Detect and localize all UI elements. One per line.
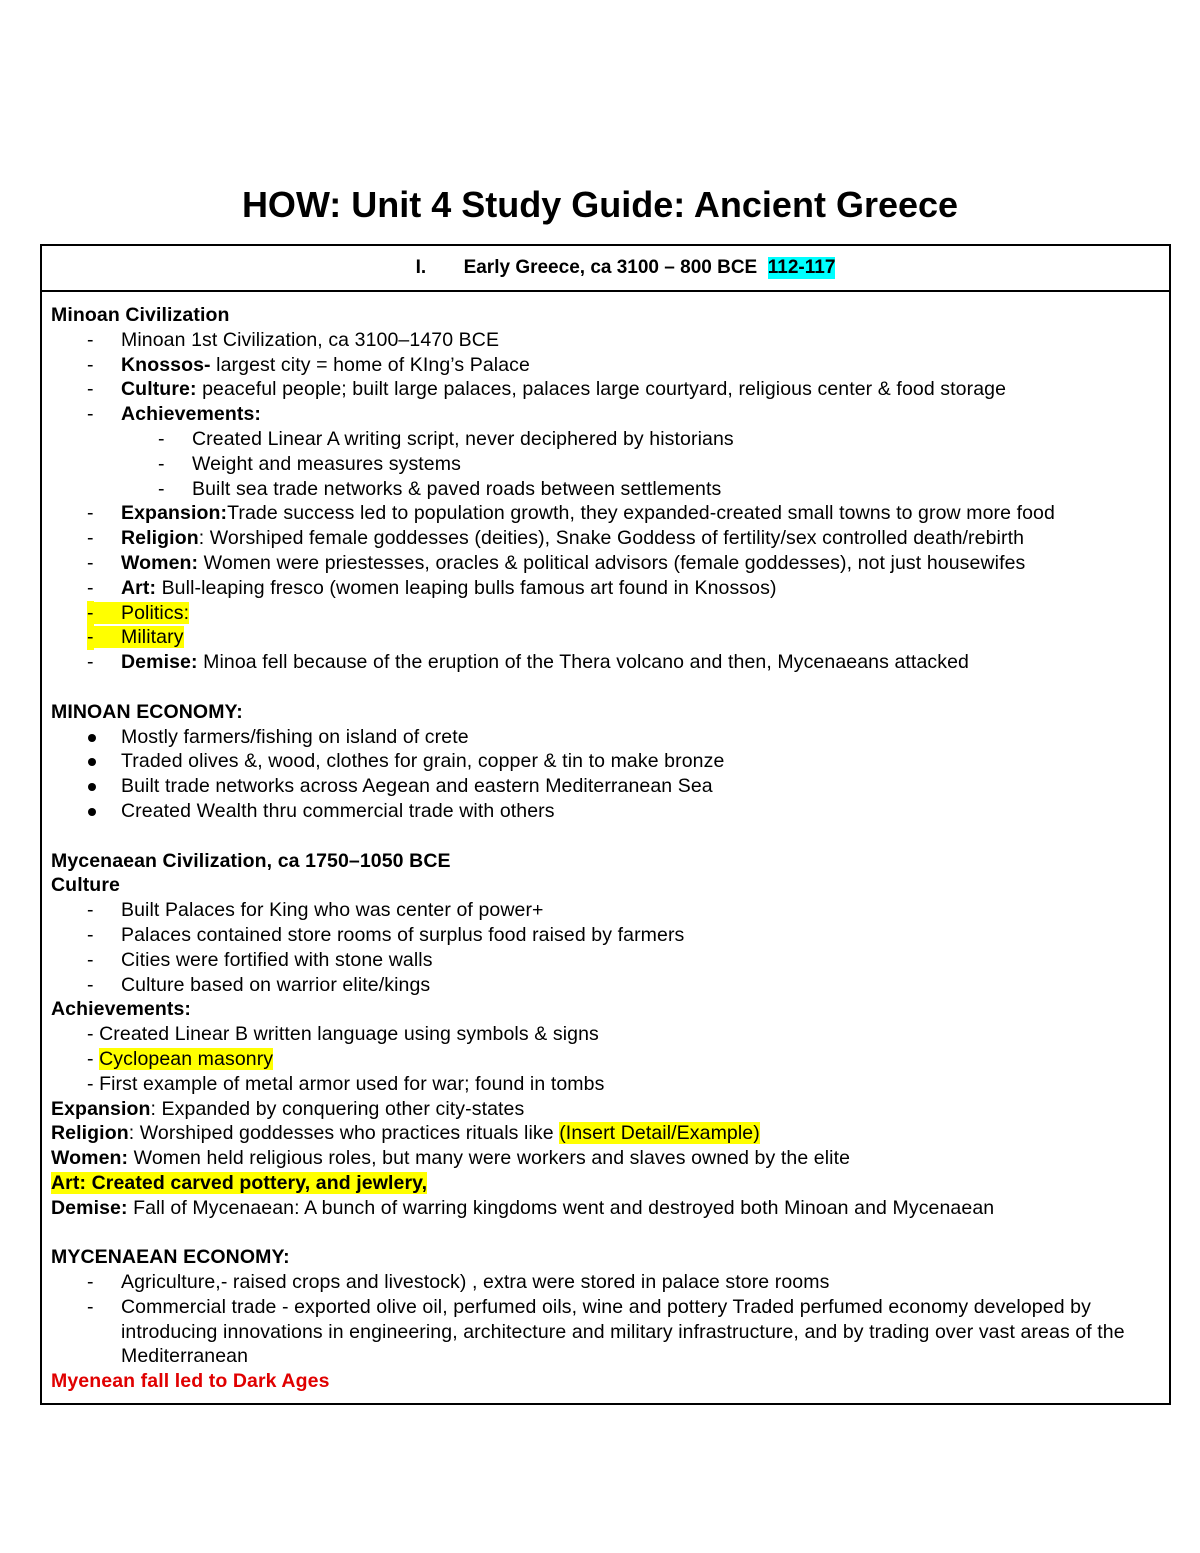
closing-note: Myenean fall led to Dark Ages xyxy=(51,1370,330,1393)
list-item-demise: - Demise: Minoa fell because of the eruption of the Thera volcano and then, Mycenaeans attacked xyxy=(87,651,969,674)
list-item: - Expansion:Trade success led to population growth, they expanded-created small towns to grow more food xyxy=(87,502,1055,525)
section-header xyxy=(42,246,1169,292)
bullet-icon xyxy=(88,783,96,791)
bullet-item: Created Wealth thru commercial trade with others xyxy=(51,799,1169,824)
page-range: 112-117 xyxy=(767,257,836,278)
list-item: - Women: Women were priestesses, oracles & political advisors (female goddesses), not just housewifes xyxy=(87,551,1026,574)
list-item: - Cities were fortified with stone walls xyxy=(87,948,433,971)
section-numeral: I. xyxy=(415,257,427,278)
list-item: - Agriculture,- raised crops and livestock) , extra were stored in palace store rooms xyxy=(87,1271,830,1294)
bullet-item: Built trade networks across Aegean and eastern Mediterranean Sea xyxy=(51,774,1169,799)
achievement-item: - First example of metal armor used for war; found in tombs xyxy=(87,1072,605,1095)
list-item: - Achievements: xyxy=(87,403,262,426)
list-item: - Palaces contained store rooms of surplus food raised by farmers xyxy=(87,923,685,946)
minoan-economy-heading: MINOAN ECONOMY: xyxy=(51,700,243,723)
religion-line: Religion: Worshiped goddesses who practices rituals like (Insert Detail/Example) xyxy=(51,1122,760,1145)
demise-line: Demise: Fall of Mycenaean: A bunch of warring kingdoms went and destroyed both Minoan and Mycenaean xyxy=(51,1196,995,1219)
sub-list-item: - Created Linear A writing script, never deciphered by historians xyxy=(158,427,734,450)
list-item: - Minoan 1st Civilization, ca 3100–1470 BCE xyxy=(87,328,500,351)
list-item-military: - Military xyxy=(87,626,184,649)
bullet-icon xyxy=(88,734,96,742)
sub-list-item: - Built sea trade networks & paved roads between settlements xyxy=(158,477,722,500)
study-guide-table xyxy=(40,244,1171,1405)
women-line: Women: Women held religious roles, but many were workers and slaves owned by the elite xyxy=(51,1147,851,1170)
list-item: - Commercial trade - exported olive oil, perfumed oils, wine and pottery Traded perfumed economy developed by introducing innovations in engineering, architecture and military infrastructure, and by trading over vast areas of the Mediterranean xyxy=(87,1295,1125,1368)
list-item-politics: - Politics: xyxy=(87,601,190,624)
section-heading: Early Greece, ca 3100 – 800 BCE xyxy=(463,257,758,278)
mycenaean-heading: Mycenaean Civilization, ca 1750–1050 BCE xyxy=(51,849,451,872)
mycenaean-economy-heading: MYCENAEAN ECONOMY: xyxy=(51,1246,290,1269)
bullet-icon xyxy=(88,808,96,816)
expansion-line: Expansion: Expanded by conquering other city-states xyxy=(51,1097,525,1120)
sub-list-item: - Weight and measures systems xyxy=(158,452,461,475)
section-content xyxy=(42,292,1169,1394)
list-item: - Knossos- largest city = home of KIng’s Palace xyxy=(87,353,530,376)
list-item: - Culture based on warrior elite/kings xyxy=(87,973,431,996)
bullet-item: Traded olives &, wood, clothes for grain, copper & tin to make bronze xyxy=(51,749,1169,774)
mycenaean-culture-label: Culture xyxy=(51,874,120,897)
page-title: HOW: Unit 4 Study Guide: Ancient Greece xyxy=(241,184,959,225)
art-line: Art: Created carved pottery, and jewlery, xyxy=(51,1171,428,1194)
bullet-item: Mostly farmers/fishing on island of crete xyxy=(51,725,1169,750)
bullet-icon xyxy=(88,758,96,766)
achievement-item: - Created Linear B written language using symbols & signs xyxy=(87,1023,599,1046)
minoan-heading: Minoan Civilization xyxy=(51,304,230,326)
list-item: - Built Palaces for King who was center of power+ xyxy=(87,899,544,922)
list-item: - Culture: peaceful people; built large palaces, palaces large courtyard, religious center & food storage xyxy=(87,378,1007,401)
achievement-item-highlighted: - Cyclopean masonry xyxy=(87,1047,274,1070)
mycenaean-achievements-label: Achievements: xyxy=(51,998,192,1021)
list-item: - Religion: Worshiped female goddesses (deities), Snake Goddess of fertility/sex controlled death/rebirth xyxy=(87,527,1025,550)
list-item: - Art: Bull-leaping fresco (women leaping bulls famous art found in Knossos) xyxy=(87,576,777,599)
